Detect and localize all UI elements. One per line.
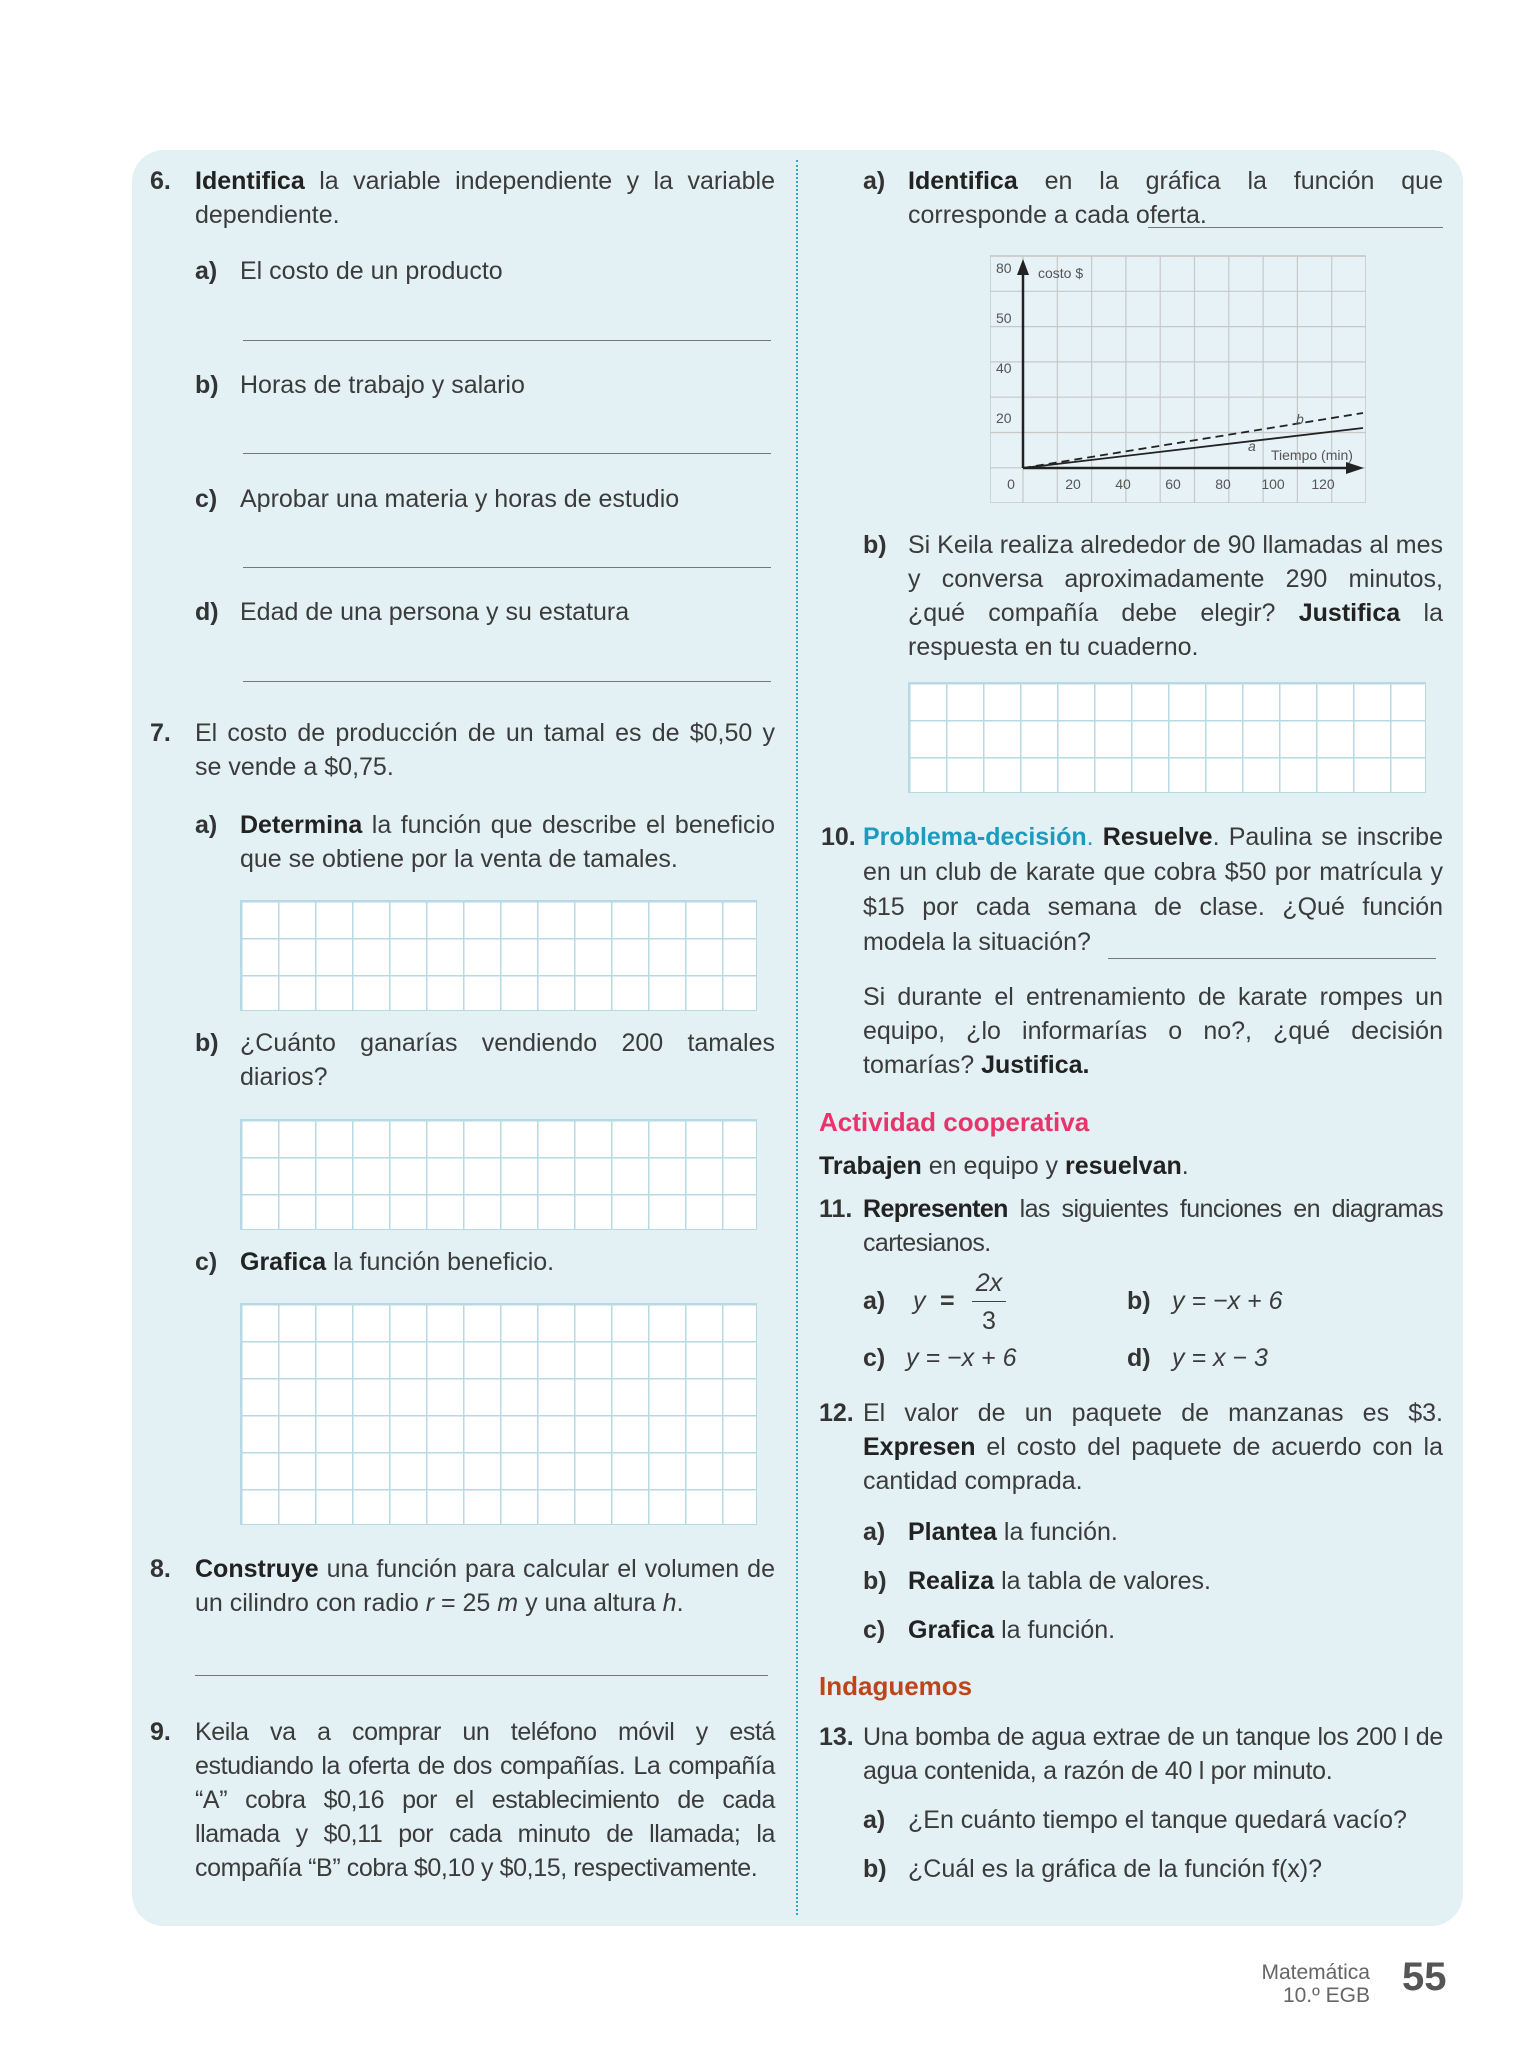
q8-number: 8. <box>150 1555 171 1583</box>
q6d-text: Edad de una persona y su estatura <box>240 598 630 626</box>
q11a-denominator: 3 <box>982 1307 996 1335</box>
y-tick-label: 50 <box>996 310 1012 326</box>
q12c-label: c) <box>863 1616 886 1644</box>
q9b-text2: la respuesta en tu cuaderno. <box>908 599 1443 661</box>
q9b-text <box>908 528 1443 664</box>
q11c-label: c) <box>863 1344 886 1372</box>
q9b-answer-grid[interactable] <box>908 682 1426 793</box>
q7c-label: c) <box>195 1248 218 1276</box>
footer-subject-text: Matemática <box>1261 1961 1370 1984</box>
q6d-label: d) <box>195 598 219 626</box>
q10-number: 10. <box>821 823 856 851</box>
q13-number: 13. <box>819 1723 854 1751</box>
series-label-b: b <box>1296 411 1304 427</box>
q7c-answer-grid[interactable] <box>240 1303 757 1525</box>
q11-number: 11. <box>819 1195 853 1223</box>
q11b-eq: y = −x + 6 <box>1172 1287 1283 1315</box>
q7a-label: a) <box>195 811 218 839</box>
q10-tag: Problema-decisión <box>863 823 1087 851</box>
x-tick-label: 80 <box>1215 476 1231 492</box>
indaguemos-heading: Indaguemos <box>819 1671 973 1701</box>
q11a-eq: = <box>940 1287 955 1315</box>
q9a-body: en la gráfica la función que corresponde a cada oferta. <box>908 167 1443 229</box>
coop-heading: Actividad cooperativa <box>819 1107 1090 1137</box>
q12-statement <box>863 1396 1443 1498</box>
q6c-text: Aprobar una materia y horas de estudio <box>240 485 680 513</box>
q6a-answer-line[interactable] <box>243 340 771 341</box>
q13a-text: ¿En cuánto tiempo el tanque quedará vacío? <box>908 1806 1407 1834</box>
q6-text: la variable independiente y la variable dependiente. <box>195 167 775 229</box>
q7-number: 7. <box>150 719 171 747</box>
q12-text1: El valor de un paquete de manzanas es $3. <box>863 1399 1443 1427</box>
q11d-eq: y = x − 3 <box>1172 1344 1268 1372</box>
q6a-text: El costo de un producto <box>240 257 503 285</box>
q7b-text: ¿Cuánto ganarías vendiendo 200 tamales diarios? <box>240 1029 775 1091</box>
q6-number: 6. <box>150 167 171 195</box>
q9b-verb: Justifica <box>1298 599 1401 627</box>
q7a-text <box>240 808 775 876</box>
q12b-verb: Realiza <box>908 1567 995 1595</box>
footer-grade: 10.º EGB <box>1282 1984 1370 2007</box>
x-tick-label: 120 <box>1311 476 1335 492</box>
x-axis-label: Tiempo (min) <box>1271 447 1353 463</box>
q12-text2: el costo del paquete de acuerdo con la cantidad comprada. <box>863 1433 1443 1495</box>
q12c-text <box>908 1613 1115 1647</box>
coop-instruction <box>819 1149 1189 1183</box>
q12a-verb: Plantea <box>908 1518 997 1546</box>
x-tick-label: 20 <box>1065 476 1081 492</box>
q11b-label: b) <box>1127 1287 1151 1315</box>
y-tick-label: 40 <box>996 360 1012 376</box>
q7c-body: la función beneficio. <box>333 1248 555 1276</box>
q11a-numerator: 2x <box>975 1269 1003 1297</box>
q7a-answer-grid[interactable] <box>240 900 757 1011</box>
q9-statement: Keila va a comprar un teléfono móvil y está estudiando la oferta de dos compañías. La compañía “A” cobra $0,16 por el establecimiento de cada llamada y $0,11 por cada minuto de llamada; la compañía “B” cobra $0,10 y $0,15, respectivamente. <box>195 1718 775 1882</box>
q8-eq: = 25 <box>440 1589 491 1617</box>
q11c-eq: y = −x + 6 <box>906 1344 1017 1372</box>
q8-text2: y una altura <box>525 1589 656 1617</box>
q7c-text <box>240 1245 554 1279</box>
y-tick-label: 80 <box>996 260 1012 276</box>
q13b-label: b) <box>863 1855 887 1883</box>
q12b-text <box>908 1564 1211 1598</box>
q7b-answer-grid[interactable] <box>240 1119 757 1230</box>
q12c-body: la función. <box>1001 1616 1116 1644</box>
q8-m: m <box>497 1589 519 1617</box>
q7a-verb: Determina <box>240 811 363 839</box>
q8-verb: Construye <box>195 1555 319 1583</box>
coop-verb2: resuelvan <box>1065 1152 1182 1180</box>
q6b-text: Horas de trabajo y salario <box>240 371 525 399</box>
q10-decision <box>863 980 1443 1082</box>
q12-verb: Expresen <box>863 1433 976 1461</box>
x-tick-label: 60 <box>1165 476 1181 492</box>
q10-text2: Si durante el entrenamiento de karate rompes un equipo, ¿lo informarías o no?, ¿qué decisión tomarías? <box>863 983 1443 1079</box>
column-divider <box>796 160 798 1915</box>
q10-statement <box>863 820 1443 960</box>
coop-mid: en equipo y <box>928 1152 1059 1180</box>
q11-statement <box>863 1192 1443 1260</box>
q8-text1: una función para calcular el volumen de un cilindro con radio <box>195 1555 775 1617</box>
coop-verb1: Trabajen <box>819 1152 922 1180</box>
x-tick-label: 0 <box>1007 476 1015 492</box>
offer-chart <box>990 251 1366 503</box>
q6c-label: c) <box>195 485 218 513</box>
q11-text: las siguientes funciones en diagramas cartesianos. <box>863 1195 1443 1257</box>
q10-dot: . <box>1086 823 1094 851</box>
q6d-answer-line[interactable] <box>243 681 771 682</box>
q10-answer-line[interactable] <box>1108 958 1436 959</box>
q10-verb2: Justifica. <box>981 1051 1090 1079</box>
q12a-label: a) <box>863 1518 886 1546</box>
y-tick-label: 20 <box>996 410 1012 426</box>
q8-r: r <box>425 1589 435 1617</box>
q6c-answer-line[interactable] <box>243 567 771 568</box>
q6a-label: a) <box>195 257 218 285</box>
q7c-verb: Grafica <box>240 1248 327 1276</box>
q8-h: h <box>662 1589 677 1617</box>
q6b-label: b) <box>195 371 219 399</box>
q11a-lhs: y <box>913 1287 926 1315</box>
q10-text: . Paulina se inscribe en un club de karate que cobra $50 por matrícula y $15 por cada semana de clase. ¿Qué función modela la situación? <box>863 823 1443 956</box>
q9a-label: a) <box>863 167 886 195</box>
q7-statement: El costo de producción de un tamal es de $0,50 y se vende a $0,75. <box>195 719 775 781</box>
q6b-answer-line[interactable] <box>243 453 771 454</box>
coop-end: . <box>1181 1152 1189 1180</box>
q7b-label: b) <box>195 1029 219 1057</box>
q11a-label: a) <box>863 1287 886 1315</box>
q7a-body: la función que describe el beneficio que se obtiene por la venta de tamales. <box>240 811 776 873</box>
q11-verb: Representen <box>863 1195 1008 1223</box>
q12c-verb: Grafica <box>908 1616 995 1644</box>
q12a-text <box>908 1515 1118 1549</box>
x-tick-label: 100 <box>1261 476 1285 492</box>
q9b-label: b) <box>863 531 887 559</box>
series-label-a: a <box>1248 438 1256 454</box>
q8-answer-line[interactable] <box>195 1675 768 1676</box>
q9b-text1: Si Keila realiza alrededor de 90 llamadas al mes y conversa aproximadamente 290 minutos, ¿qué compañía debe elegir? <box>908 531 1444 627</box>
q9a-answer-line[interactable] <box>1148 227 1443 228</box>
footer-subject <box>1170 1961 1370 2007</box>
q11d-label: d) <box>1127 1344 1151 1372</box>
q10-verb: Resuelve <box>1102 823 1213 851</box>
fraction-bar <box>972 1301 1006 1302</box>
q12b-body: la tabla de valores. <box>1001 1567 1211 1595</box>
q8-statement <box>195 1552 775 1620</box>
q9a-text <box>908 164 1443 232</box>
q12-number: 12. <box>819 1399 854 1427</box>
q12b-label: b) <box>863 1567 887 1595</box>
y-axis-label: costo $ <box>1038 265 1084 281</box>
q13b-text: ¿Cuál es la gráfica de la función f(x)? <box>908 1855 1323 1883</box>
q9a-verb: Identifica <box>908 167 1018 195</box>
q6-verb: Identifica <box>195 167 305 195</box>
q13a-label: a) <box>863 1806 886 1834</box>
x-tick-label: 40 <box>1115 476 1131 492</box>
page-number: 55 <box>1402 1955 1447 1999</box>
q6-statement <box>195 164 775 232</box>
q12a-body: la función. <box>1003 1518 1118 1546</box>
q13-statement: Una bomba de agua extrae de un tanque los 200 l de agua contenida, a razón de 40 l por minuto. <box>863 1723 1443 1785</box>
q8-end: . <box>676 1589 684 1617</box>
q9-number: 9. <box>150 1718 171 1746</box>
